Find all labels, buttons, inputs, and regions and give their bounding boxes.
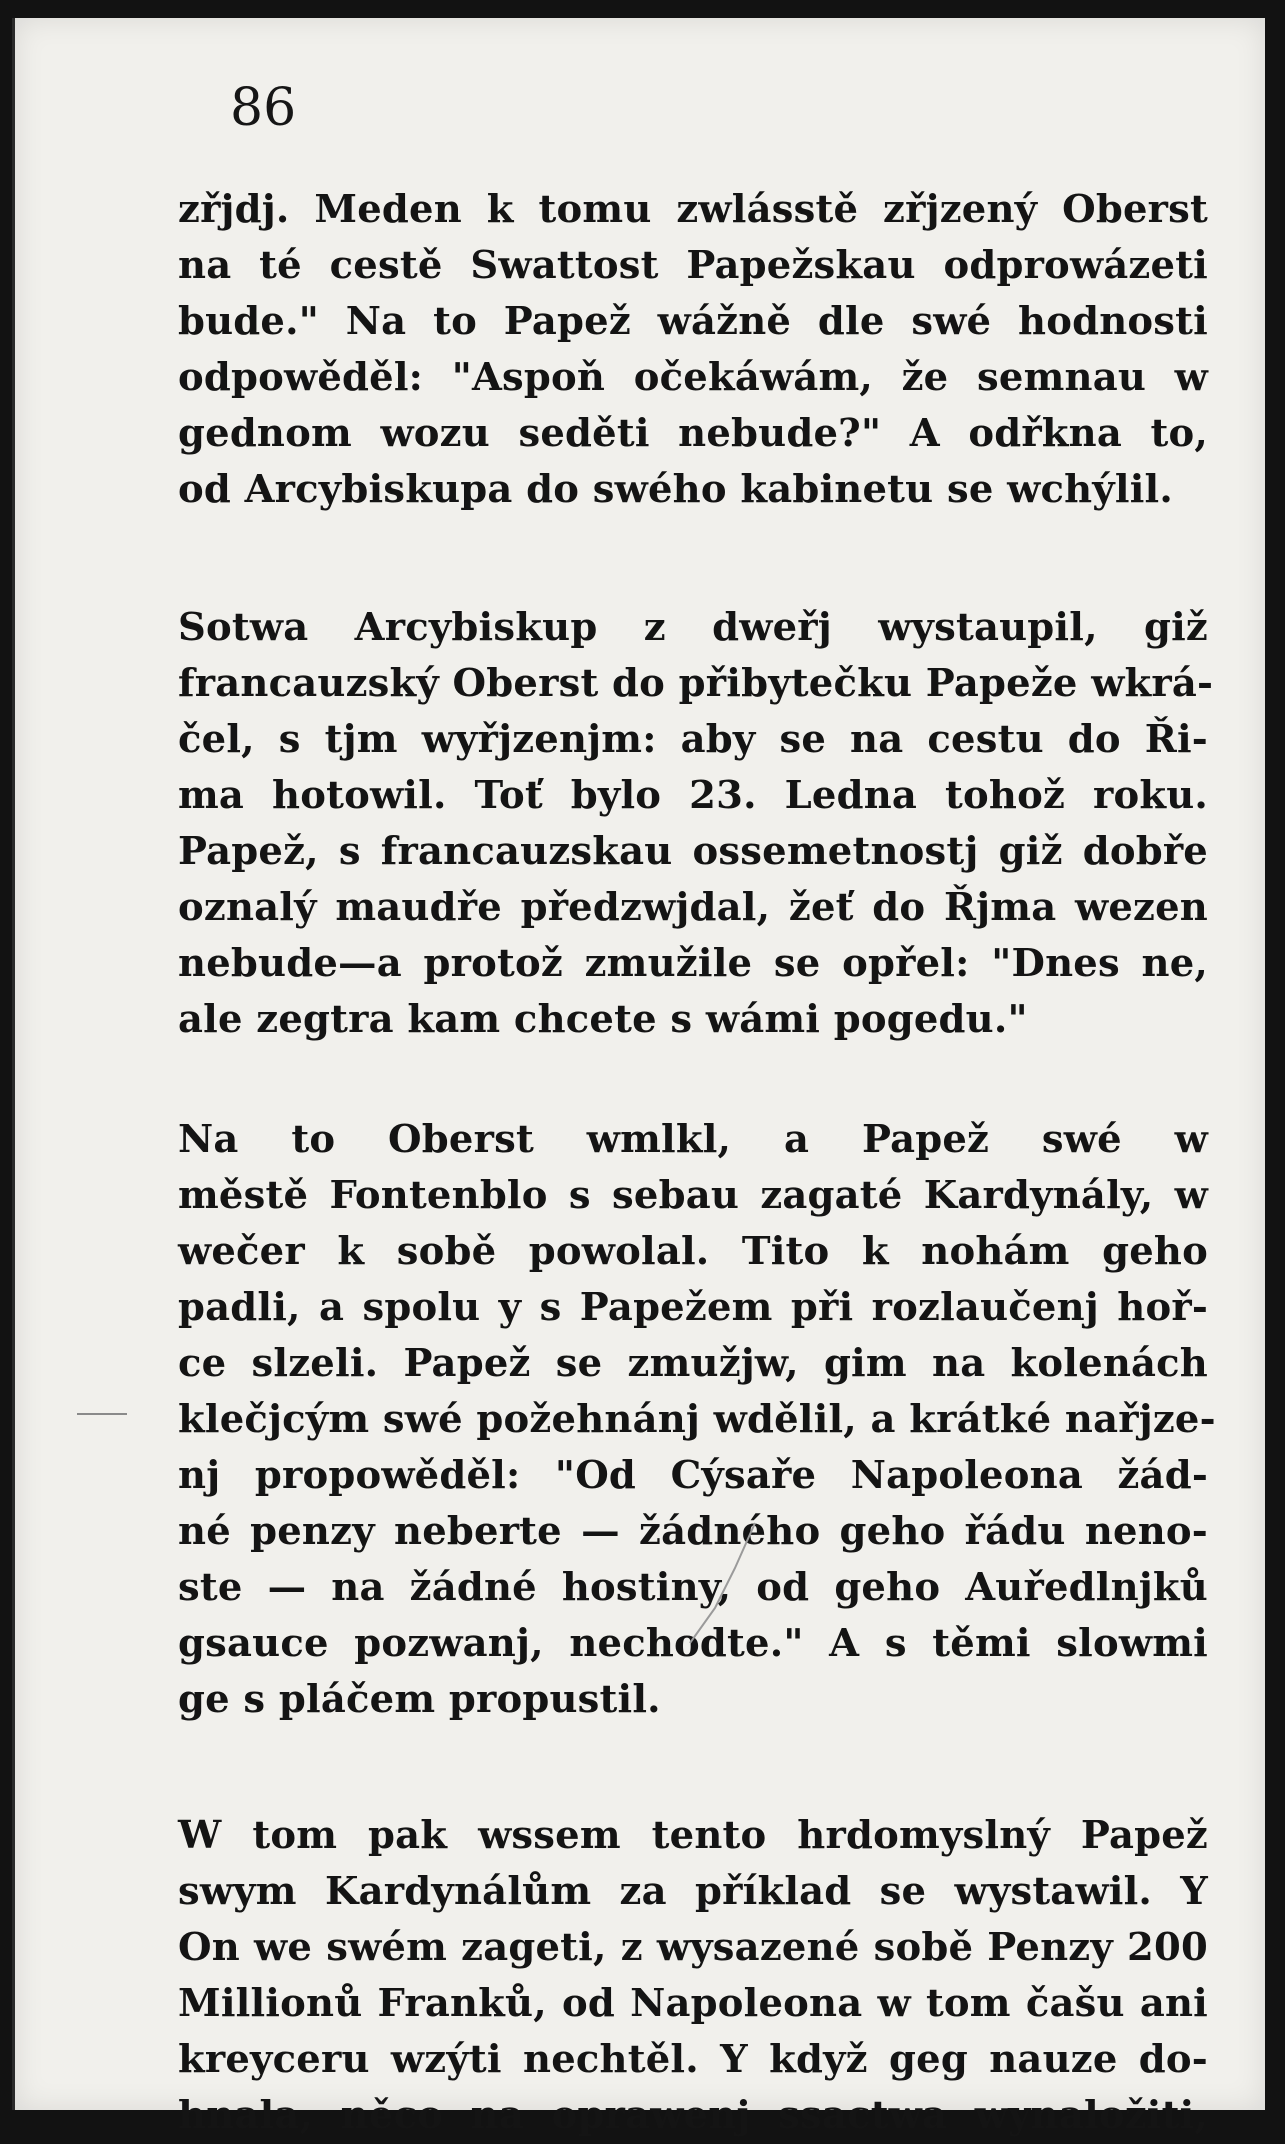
text-line: W tom pak wssem tento hrdomyslný Papež (178, 1813, 1208, 1858)
text-line: kreyceru wzýti nechtěl. Y když geg nauze do- (178, 2037, 1208, 2082)
margin-pencil-mark (77, 1413, 127, 1415)
paragraph-2 (178, 600, 1214, 1048)
text-line: gednom wozu seděti nebude?" A odřkna to, (178, 411, 1208, 456)
text-line: gsauce pozwanj, nechodte." A s těmi slowmi (178, 1621, 1208, 1666)
text-line: hnala, něco na oprawenj ssactwa wynaložiti, (178, 2093, 1208, 2138)
text-line: Na to Oberst wmlkl, a Papež swé w (178, 1117, 1208, 1162)
text-line: bude." Na to Papež wážně dle swé hodnosti (178, 299, 1208, 344)
text-line: zřjdj. Meden k tomu zwlásstě zřjzený Oberst (178, 187, 1208, 232)
paragraph-4 (178, 1808, 1208, 2144)
text-line: francauzský Oberst do přibytečku Papeže wkrá- (178, 661, 1214, 706)
text-line: ma hotowil. Toť bylo 23. Ledna tohož roku. (178, 773, 1208, 818)
text-line: ce slzeli. Papež se zmužjw, gim na kolenách (178, 1341, 1208, 1386)
text-line: wečer k sobě powolal. Tito k nohám geho (178, 1229, 1208, 1274)
text-line: ste — na žádné hostiny, od geho Auředlnjků (178, 1565, 1208, 1610)
text-line: swym Kardynálům za příklad se wystawil. Y (178, 1869, 1208, 1914)
text-line: odpowěděl: "Aspoň očekáwám, že semnau w (178, 355, 1208, 400)
paragraph-1 (178, 182, 1208, 518)
text-line: Papež, s francauzskau ossemetnostj giž dobře (178, 829, 1208, 874)
text-line: klečjcým swé požehnánj wdělil, a krátké nařjze- (178, 1397, 1216, 1442)
text-line: On we swém zageti, z wysazené sobě Penzy 200 (178, 1925, 1208, 1970)
text-line: né penzy neberte — žádného geho řádu neno- (178, 1509, 1208, 1554)
text-line: nj propowěděl: "Od Cýsaře Napoleona žád- (178, 1453, 1208, 1498)
text-line: od Arcybiskupa do swého kabinetu se wchýlil. (178, 467, 1173, 512)
pencil-stroke-mark (675, 1518, 765, 1648)
text-line: oznalý maudře předzwjdal, žeť do Řjma wezen (178, 885, 1208, 930)
text-line: čel, s tjm wyřjzenjm: aby se na cestu do Ři- (178, 717, 1208, 762)
text-body (178, 182, 1216, 2144)
text-line: ge s pláčem propustil. (178, 1677, 661, 1722)
page-number: 86 (230, 78, 297, 138)
book-page (12, 18, 1265, 2138)
text-line: ale zegtra kam chcete s wámi pogedu." (178, 997, 1028, 1042)
text-line: Sotwa Arcybiskup z dweřj wystaupil, giž (178, 605, 1208, 650)
text-line: Millionů Franků, od Napoleona w tom čašu ani (178, 1981, 1208, 2026)
text-line: na té cestě Swattost Papežskau odprowázeti (178, 243, 1208, 288)
text-line: nebude—a protož zmužile se opřel: "Dnes ne, (178, 941, 1208, 986)
text-line: padli, a spolu y s Papežem při rozlaučenj hoř- (178, 1285, 1208, 1330)
text-line: městě Fontenblo s sebau zagaté Kardynály, w (178, 1173, 1208, 1218)
